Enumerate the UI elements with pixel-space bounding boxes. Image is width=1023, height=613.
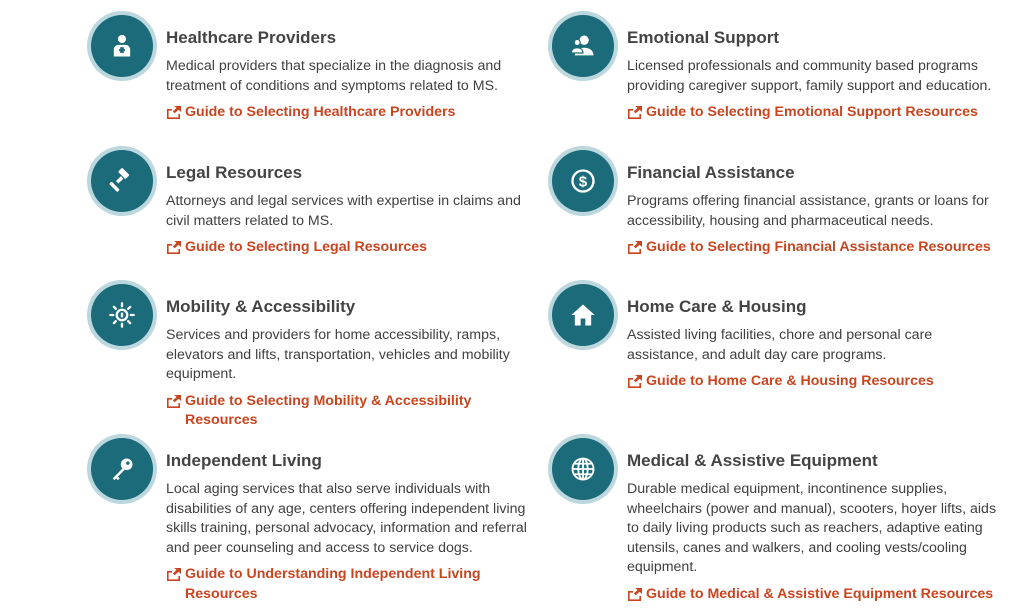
- doctor-icon: [91, 15, 153, 77]
- external-link-icon: [627, 587, 643, 601]
- resource-emotional-support: [627, 27, 1007, 123]
- key-icon: [91, 438, 153, 500]
- resource-healthcare-providers: [166, 27, 536, 123]
- guide-link-medical-assistive-equipment[interactable]: [627, 585, 1007, 605]
- people-icon: [552, 15, 614, 77]
- resource-title: Legal Resources: [166, 163, 303, 182]
- sun-icon: [91, 284, 153, 346]
- guide-link-label: Guide to Home Care & Housing Resources: [646, 373, 934, 389]
- guide-link-financial-assistance[interactable]: [627, 238, 1007, 258]
- resource-description: Medical providers that specialize in the diagnosis and treatment of conditions and symptoms related to MS.: [166, 58, 502, 94]
- resource-legal: [166, 162, 536, 258]
- resource-description: Licensed professionals and community based programs providing caregiver support, family support and education.: [627, 58, 992, 94]
- house-icon: [552, 284, 614, 346]
- external-link-icon: [627, 105, 643, 119]
- resource-description: Programs offering financial assistance, grants or loans for accessibility, housing and pharmaceutical needs.: [627, 193, 989, 229]
- guide-link-label: Guide to Medical & Assistive Equipment Resources: [646, 585, 994, 602]
- guide-link-home-care-housing[interactable]: [627, 372, 1007, 392]
- guide-link-healthcare-providers[interactable]: [166, 103, 536, 123]
- resource-title: Home Care & Housing: [627, 297, 807, 316]
- external-link-icon: [166, 394, 182, 408]
- resource-description: Assisted living facilities, chore and personal care assistance, and adult day care programs.: [627, 327, 933, 363]
- guide-link-label: Guide to Selecting Healthcare Providers: [185, 104, 456, 120]
- guide-link-legal[interactable]: [166, 238, 536, 258]
- resource-financial-assistance: [578, 162, 1007, 258]
- svg-text:$: $: [578, 173, 588, 191]
- resource-title: Independent Living: [166, 451, 322, 470]
- resource-description: Services and providers for home accessibility, ramps, elevators and lifts, transportation, vehicles and mobility equipment.: [166, 327, 510, 382]
- external-link-icon: [627, 374, 643, 388]
- resource-description: Local aging services that also serve individuals with disabilities of any age, centers offering independent living skills training, personal advocacy, information and referral and peer counseling and access to service dogs.: [166, 481, 527, 556]
- resource-title: Mobility & Accessibility: [166, 297, 356, 316]
- guide-link-mobility-accessibility[interactable]: [166, 392, 546, 431]
- guide-link-label: Guide to Selecting Mobility & Accessibility Resources: [185, 392, 472, 428]
- guide-link-emotional-support[interactable]: [627, 103, 1007, 123]
- resource-title: Financial Assistance: [627, 163, 795, 182]
- external-link-icon: [166, 105, 182, 119]
- resource-independent-living: [166, 450, 546, 604]
- guide-link-label: Guide to Selecting Legal Resources: [185, 239, 428, 255]
- resource-medical-assistive-equipment: [627, 450, 1007, 604]
- guide-link-label: Guide to Selecting Emotional Support Resources: [646, 104, 978, 120]
- resource-description: Durable medical equipment, incontinence supplies, wheelchairs (power and manual), scooters, hoyer lifts, aids to daily living products such as reachers, adaptive eating utensils, canes and walkers, and cooling vests/cooling equipment.: [627, 481, 997, 575]
- resource-title: Medical & Assistive Equipment: [627, 451, 878, 470]
- guide-link-independent-living[interactable]: [166, 565, 496, 604]
- external-link-icon: [627, 240, 643, 254]
- resource-mobility-accessibility: [166, 296, 546, 431]
- gavel-icon: [91, 150, 153, 212]
- globe-icon: [552, 438, 614, 500]
- resource-title: Healthcare Providers: [166, 28, 337, 47]
- external-link-icon: [166, 567, 182, 581]
- guide-link-label: Guide to Selecting Financial Assistance Resources: [646, 239, 991, 255]
- resource-home-care-housing: [627, 296, 1007, 392]
- resource-description: Attorneys and legal services with expertise in claims and civil matters related to MS.: [166, 193, 521, 229]
- guide-link-label: Guide to Understanding Independent Living Resources: [185, 566, 481, 602]
- external-link-icon: [166, 240, 182, 254]
- dollar-icon: [552, 150, 614, 212]
- resource-title: Emotional Support: [627, 28, 780, 47]
